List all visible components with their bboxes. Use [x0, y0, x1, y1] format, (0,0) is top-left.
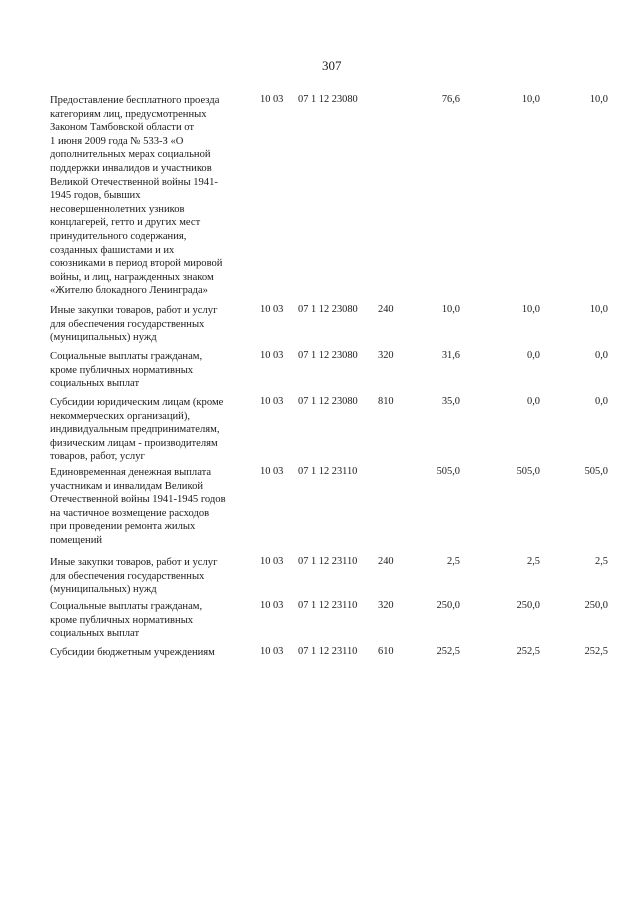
- expense-type-code: 610: [378, 646, 394, 657]
- target-code: 07 1 12 23110: [298, 646, 358, 657]
- expense-type-code: 240: [378, 304, 394, 315]
- amount-year-3: 10,0: [589, 304, 608, 315]
- amount-year-3: 10,0: [589, 94, 608, 105]
- amount-year-3: 0,0: [595, 350, 608, 361]
- target-code: 07 1 12 23080: [298, 350, 358, 361]
- row-description: Единовременная денежная выплата участникам и инвалидам Великой Отечественной войны 1941-1945 годов на частичное возмещение расходов при проведении ремонта жилых помещений: [50, 467, 226, 546]
- amount-year-1: 505,0: [436, 466, 460, 477]
- target-code: 07 1 12 23080: [298, 94, 358, 105]
- expense-type-code: 320: [378, 600, 394, 611]
- section-code: 10 03: [260, 396, 284, 407]
- amount-year-1: 252,5: [436, 646, 460, 657]
- target-code: 07 1 12 23080: [298, 304, 358, 315]
- amount-year-3: 505,0: [584, 466, 608, 477]
- row-description: Иные закупки товаров, работ и услуг для обеспечения государственных (муниципальных) нужд: [50, 305, 218, 344]
- section-code: 10 03: [260, 466, 284, 477]
- amount-year-2: 252,5: [516, 646, 540, 657]
- amount-year-3: 0,0: [595, 396, 608, 407]
- page-number: 307: [322, 58, 342, 73]
- target-code: 07 1 12 23110: [298, 556, 358, 567]
- section-code: 10 03: [260, 94, 284, 105]
- amount-year-1: 35,0: [441, 396, 460, 407]
- amount-year-2: 10,0: [521, 94, 540, 105]
- amount-year-2: 0,0: [527, 396, 540, 407]
- expense-type-code: 810: [378, 396, 394, 407]
- amount-year-3: 250,0: [584, 600, 608, 611]
- target-code: 07 1 12 23080: [298, 396, 358, 407]
- row-description: Социальные выплаты гражданам, кроме публичных нормативных социальных выплат: [50, 601, 203, 640]
- amount-year-1: 10,0: [441, 304, 460, 315]
- expense-type-code: 240: [378, 556, 394, 567]
- section-code: 10 03: [260, 600, 284, 611]
- row-description: Субсидии бюджетным учреждениям: [50, 647, 215, 658]
- amount-year-2: 0,0: [527, 350, 540, 361]
- section-code: 10 03: [260, 646, 284, 657]
- amount-year-2: 10,0: [521, 304, 540, 315]
- section-code: 10 03: [260, 556, 284, 567]
- amount-year-1: 250,0: [436, 600, 460, 611]
- amount-year-2: 2,5: [527, 556, 540, 567]
- row-description: Предоставление бесплатного проезда категориям лиц, предусмотренных Законом Тамбовской области от 1 июня 2009 года № 533-З «О дополнительных мерах социальной поддержки инвалидов и участников Великой Отечественной войны 1941- 1945 годов, бывших несовершеннолетних узников концлагерей, гетто и других мест принудительного содержания, созданных фашистами и их союзниками в период второй мировой войны, и лиц, награжденных знаком «Жителю блокадного Ленинграда»: [50, 95, 223, 297]
- amount-year-3: 2,5: [595, 556, 608, 567]
- amount-year-2: 505,0: [516, 466, 540, 477]
- row-description: Социальные выплаты гражданам, кроме публичных нормативных социальных выплат: [50, 351, 203, 390]
- target-code: 07 1 12 23110: [298, 600, 358, 611]
- expense-type-code: 320: [378, 350, 394, 361]
- section-code: 10 03: [260, 304, 284, 315]
- row-description: Субсидии юридическим лицам (кроме некоммерческих организаций), индивидуальным предпринимателям, физическим лицам - производителям товаров, работ, услуг: [50, 397, 224, 463]
- amount-year-1: 76,6: [441, 94, 460, 105]
- amount-year-3: 252,5: [584, 646, 608, 657]
- row-description: Иные закупки товаров, работ и услуг для обеспечения государственных (муниципальных) нужд: [50, 557, 218, 596]
- amount-year-1: 2,5: [447, 556, 460, 567]
- amount-year-2: 250,0: [516, 600, 540, 611]
- section-code: 10 03: [260, 350, 284, 361]
- target-code: 07 1 12 23110: [298, 466, 358, 477]
- amount-year-1: 31,6: [441, 350, 460, 361]
